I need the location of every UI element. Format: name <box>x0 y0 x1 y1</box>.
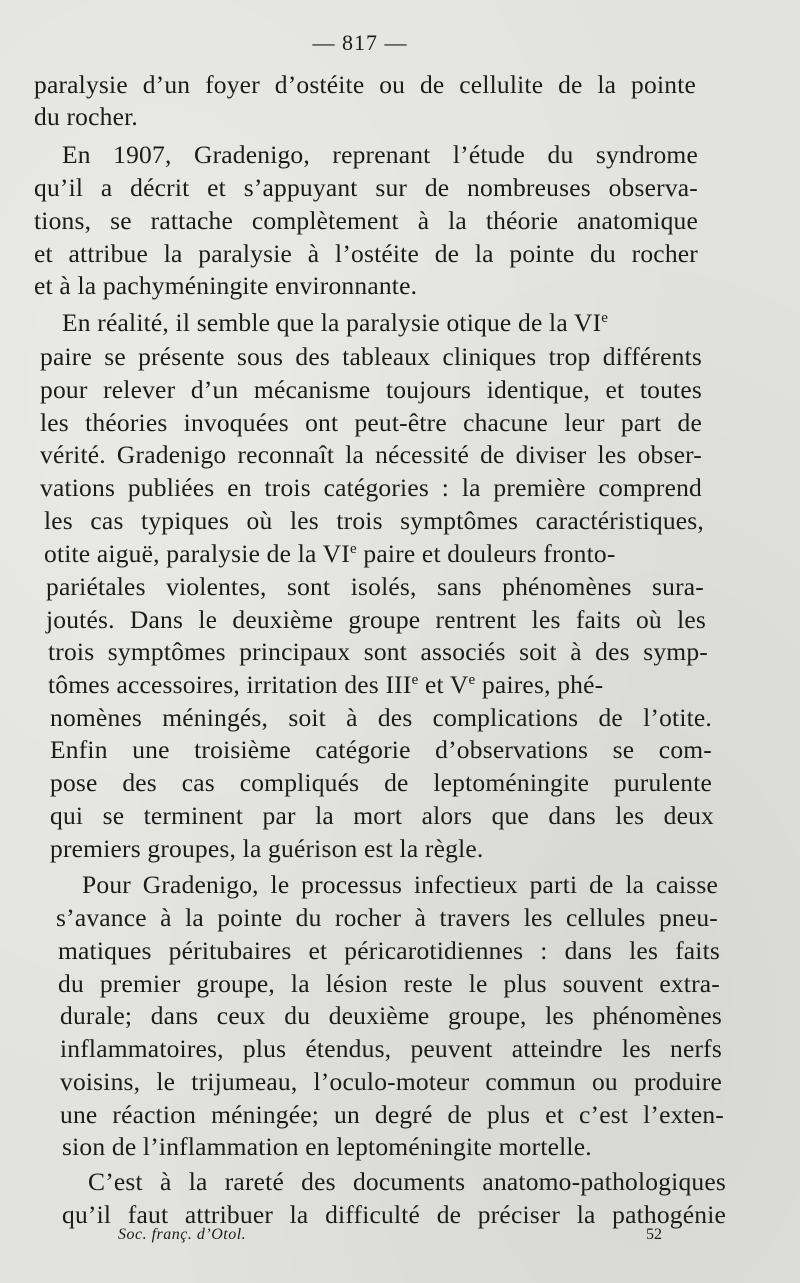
text-line: tions, se rattache complètement à la théorie anatomique <box>34 206 698 235</box>
text-line: C’est à la rareté des documents anatomo-pathologiques <box>88 1167 726 1196</box>
text-line: matiques péritubaires et péricarotidiennes : dans les faits <box>58 936 720 965</box>
text-line: inflammatoires, plus étendus, peuvent atteindre les nerfs <box>60 1034 722 1063</box>
text-line: qu’il a décrit et s’appuyant sur de nombreuses observa- <box>34 173 698 202</box>
text-segment: En réalité, il semble que la paralysie otique de la VI <box>62 308 602 337</box>
superscript: e <box>349 541 357 557</box>
text-line: du premier groupe, la lésion reste le plus souvent extra- <box>58 969 720 998</box>
text-line: nomènes méningés, soit à des complications de l’otite. <box>50 703 712 732</box>
text-line: En 1907, Gradenigo, reprenant l’étude du syndrome <box>62 140 698 169</box>
text-segment: paires, phé- <box>475 670 604 699</box>
text-line: joutés. Dans le deuxième groupe rentrent les faits où les <box>46 605 706 634</box>
text-segment: tômes accessoires, irritation des III <box>48 670 412 699</box>
text-line: qu’il faut attribuer la difficulté de préciser la pathogénie <box>62 1200 726 1229</box>
text-line: Enfin une troisième catégorie d’observations se com- <box>50 735 712 764</box>
text-line: pariétales violentes, sont isolés, sans phénomènes sura- <box>46 572 704 601</box>
text-line: et attribue la paralysie à l’ostéite de la pointe du rocher <box>34 239 698 268</box>
text-segment: paire et douleurs fronto- <box>356 539 616 568</box>
text-line: voisins, le trijumeau, l’oculo-moteur commun ou produire <box>60 1067 722 1096</box>
superscript: e <box>468 672 476 688</box>
text-line <box>44 539 616 569</box>
text-line: s’avance à la pointe du rocher à travers les cellules pneu- <box>56 903 718 932</box>
text-line: les cas typiques où les trois symptômes caractéristiques, <box>44 506 704 535</box>
text-line <box>62 308 608 338</box>
text-line: paire se présente sous des tableaux cliniques trop différents <box>40 342 702 371</box>
superscript: e <box>601 310 609 326</box>
journal-signature: Soc. franç. d’Otol. <box>118 1226 247 1243</box>
text-segment: otite aiguë, paralysie de la VI <box>44 539 350 568</box>
text-line: et à la pachyméningite environnante. <box>34 271 418 300</box>
sheet-signature: 52 <box>646 1226 662 1243</box>
text-line: sion de l’inflammation en leptoméningite mortelle. <box>62 1132 592 1161</box>
text-line: qui se terminent par la mort alors que dans les deux <box>50 801 714 830</box>
page-number: — 817 — <box>312 30 408 55</box>
superscript: e <box>411 672 419 688</box>
text-line: paralysie d’un foyer d’ostéite ou de cellulite de la pointe <box>34 70 696 99</box>
text-line <box>48 670 603 700</box>
text-line: Pour Gradenigo, le processus infectieux parti de la caisse <box>82 870 718 899</box>
text-line: vations publiées en trois catégories : la première comprend <box>40 473 702 502</box>
text-line: vérité. Gradenigo reconnaît la nécessité de diviser les obser- <box>40 440 702 469</box>
text-line: une réaction méningée; un degré de plus et c’est l’exten- <box>60 1100 724 1129</box>
text-line: du rocher. <box>34 102 138 131</box>
text-line: premiers groupes, la guérison est la règle. <box>50 834 484 863</box>
text-segment: et V <box>418 670 469 699</box>
text-line: trois symptômes principaux sont associés soit à des symp- <box>48 637 708 666</box>
text-line: pour relever d’un mécanisme toujours identique, et toutes <box>40 375 702 404</box>
text-line: durale; dans ceux du deuxième groupe, les phénomènes <box>60 1001 722 1030</box>
text-line: les théories invoquées ont peut-être chacune leur part de <box>40 408 702 437</box>
text-line: pose des cas compliqués de leptoméningite purulente <box>50 768 712 797</box>
